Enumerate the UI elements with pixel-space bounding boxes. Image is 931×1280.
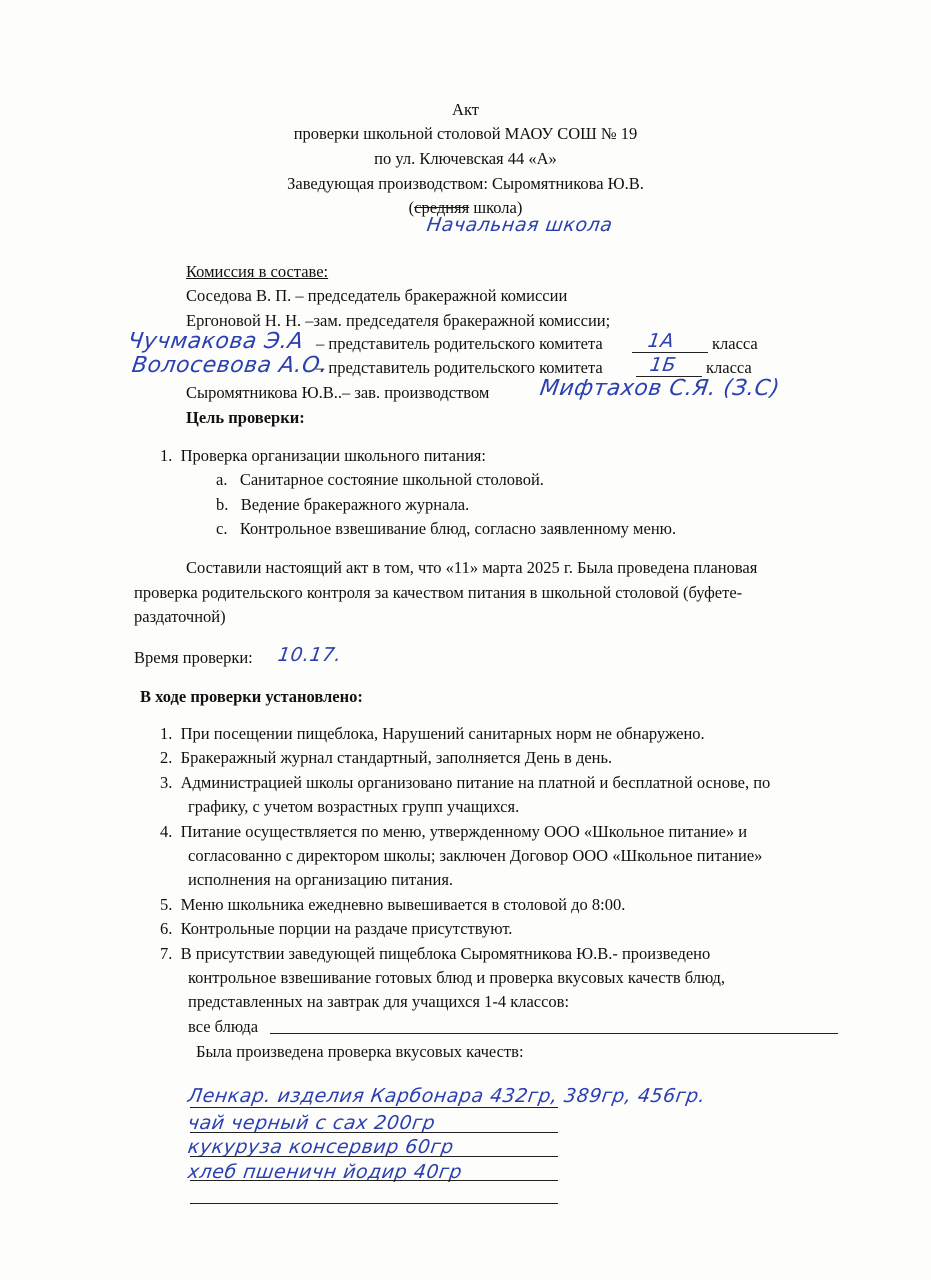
- menu-line-4: хлеб пшеничн йодир 40гр: [186, 1161, 464, 1183]
- goal-sub-c: [216, 519, 676, 539]
- commission-member-2: Ергоновой Н. Н. –зам. председателя бракеражной комиссии;: [186, 311, 611, 330]
- goal-sub-b-text: Ведение бракеражного журнала.: [240, 495, 470, 514]
- member-3-role: – представитель родительского комитета: [316, 334, 603, 353]
- finding-item-6: [160, 919, 512, 939]
- menu-rule-4: [190, 1180, 558, 1181]
- commission-heading: Комиссия в составе:: [186, 262, 329, 281]
- school-type-open: (: [408, 198, 415, 217]
- finding-2-number: 2.: [160, 748, 173, 767]
- member-3-class-line: [632, 352, 708, 353]
- menu-rule-1: [190, 1107, 558, 1108]
- all-dishes-label: все блюда: [188, 1017, 259, 1036]
- finding-1-number: 1.: [160, 724, 173, 743]
- doc-title: Акт: [452, 100, 479, 119]
- finding-item-2: [160, 748, 612, 768]
- finding-5-line-1: Меню школьника ежедневно вывешивается в столовой до 8:00.: [180, 895, 626, 914]
- finding-6-number: 6.: [160, 919, 173, 938]
- school-type-rest: школа): [469, 198, 523, 217]
- finding-7-line-3: представленных на завтрак для учащихся 1-4 классов:: [188, 992, 570, 1011]
- member-4-role: – представитель родительского комитета: [316, 358, 603, 377]
- goal-item-1-text: Проверка организации школьного питания:: [180, 446, 486, 465]
- finding-1-line-1: При посещении пищеблока, Нарушений санитарных норм не обнаружено.: [180, 724, 705, 743]
- goal-sub-a: [216, 470, 544, 490]
- finding-7-number: 7.: [160, 944, 173, 963]
- goal-sub-a-text: Санитарное состояние школьной столовой.: [239, 470, 544, 489]
- statement-line-1: Составили настоящий акт в том, что «11» марта 2025 г. Была проведена плановая: [186, 558, 758, 577]
- finding-item-4: [160, 822, 747, 842]
- finding-item-7: [160, 944, 710, 964]
- member-3-handwritten-name: Чучмакова Э.А: [126, 329, 306, 354]
- findings-heading: В ходе проверки установлено:: [140, 687, 363, 706]
- goal-sub-b-letter: b.: [216, 495, 229, 514]
- finding-item-1: [160, 724, 705, 744]
- finding-3-number: 3.: [160, 773, 173, 792]
- menu-rule-2: [190, 1132, 558, 1133]
- school-type-struck: средняя: [414, 198, 470, 217]
- finding-3-line-2: графику, с учетом возрастных групп учащихся.: [188, 797, 520, 816]
- school-type-handwritten: Начальная школа: [425, 214, 614, 236]
- finding-7-line-2: контрольное взвешивание готовых блюд и проверка вкусовых качеств блюд,: [188, 968, 725, 987]
- finding-3-line-1: Администрацией школы организовано питание на платной и бесплатной основе, по: [180, 773, 771, 792]
- taste-label: Была произведена проверка вкусовых качеств:: [196, 1042, 524, 1061]
- statement-line-3: раздаточной): [134, 607, 226, 626]
- member-4-handwritten-name: Волосевова А.О.: [130, 353, 330, 378]
- header-line-1: проверки школьной столовой МАОУ СОШ № 19: [293, 124, 638, 143]
- time-value: 10.17.: [276, 644, 343, 666]
- goal-sub-c-text: Контрольное взвешивание блюд, согласно заявленному меню.: [239, 519, 677, 538]
- menu-line-2: чай черный с сах 200гр: [186, 1112, 437, 1134]
- finding-2-line-1: Бракеражный журнал стандартный, заполняется День в день.: [180, 748, 613, 767]
- finding-7-line-1: В присутствии заведующей пищеблока Сыромятникова Ю.В.- произведено: [180, 944, 711, 963]
- member-3-class: 1А: [646, 330, 676, 352]
- finding-4-number: 4.: [160, 822, 173, 841]
- goal-sub-a-letter: a.: [216, 470, 228, 489]
- time-label: Время проверки:: [134, 648, 253, 667]
- goal-sub-b: [216, 495, 469, 515]
- finding-item-5: [160, 895, 625, 915]
- finding-4-line-1: Питание осуществляется по меню, утвержденному ООО «Школьное питание» и: [180, 822, 748, 841]
- finding-4-line-3: исполнения на организацию питания.: [188, 870, 454, 889]
- menu-line-1: Ленкар. изделия Карбонара 432гр, 389гр, 456гр.: [186, 1085, 707, 1107]
- all-dishes-line: [270, 1033, 838, 1034]
- goal-sub-c-letter: c.: [216, 519, 228, 538]
- finding-6-line-1: Контрольные порции на раздаче присутствуют.: [180, 919, 513, 938]
- finding-4-line-2: согласованно с директором школы; заключен Договор ООО «Школьное питание»: [188, 846, 763, 865]
- goal-item-1-number: 1.: [160, 446, 173, 465]
- menu-line-3: кукуруза консервир 60гр: [186, 1136, 456, 1158]
- finding-5-number: 5.: [160, 895, 173, 914]
- member-4-suffix: класса: [706, 358, 752, 377]
- statement-line-2: проверка родительского контроля за качеством питания в школьной столовой (буфете-: [134, 583, 743, 602]
- member-3-suffix: класса: [712, 334, 758, 353]
- member-4-class: 1Б: [648, 354, 678, 376]
- goal-item-1: [160, 446, 486, 466]
- commission-member-1: Соседова В. П. – председатель бракеражной комиссии: [186, 286, 568, 305]
- commission-member-5: Сыромятникова Ю.В..– зав. производством: [186, 383, 490, 402]
- menu-rule-3: [190, 1156, 558, 1157]
- header-line-2: по ул. Ключевская 44 «А»: [374, 149, 557, 168]
- header-line-3: Заведующая производством: Сыромятникова Ю.В.: [287, 174, 644, 193]
- member-5-handwritten: Мифтахов С.Я. (З.С): [538, 376, 782, 401]
- goal-heading: Цель проверки:: [186, 408, 305, 427]
- menu-rule-5: [190, 1203, 558, 1204]
- finding-item-3: [160, 773, 770, 793]
